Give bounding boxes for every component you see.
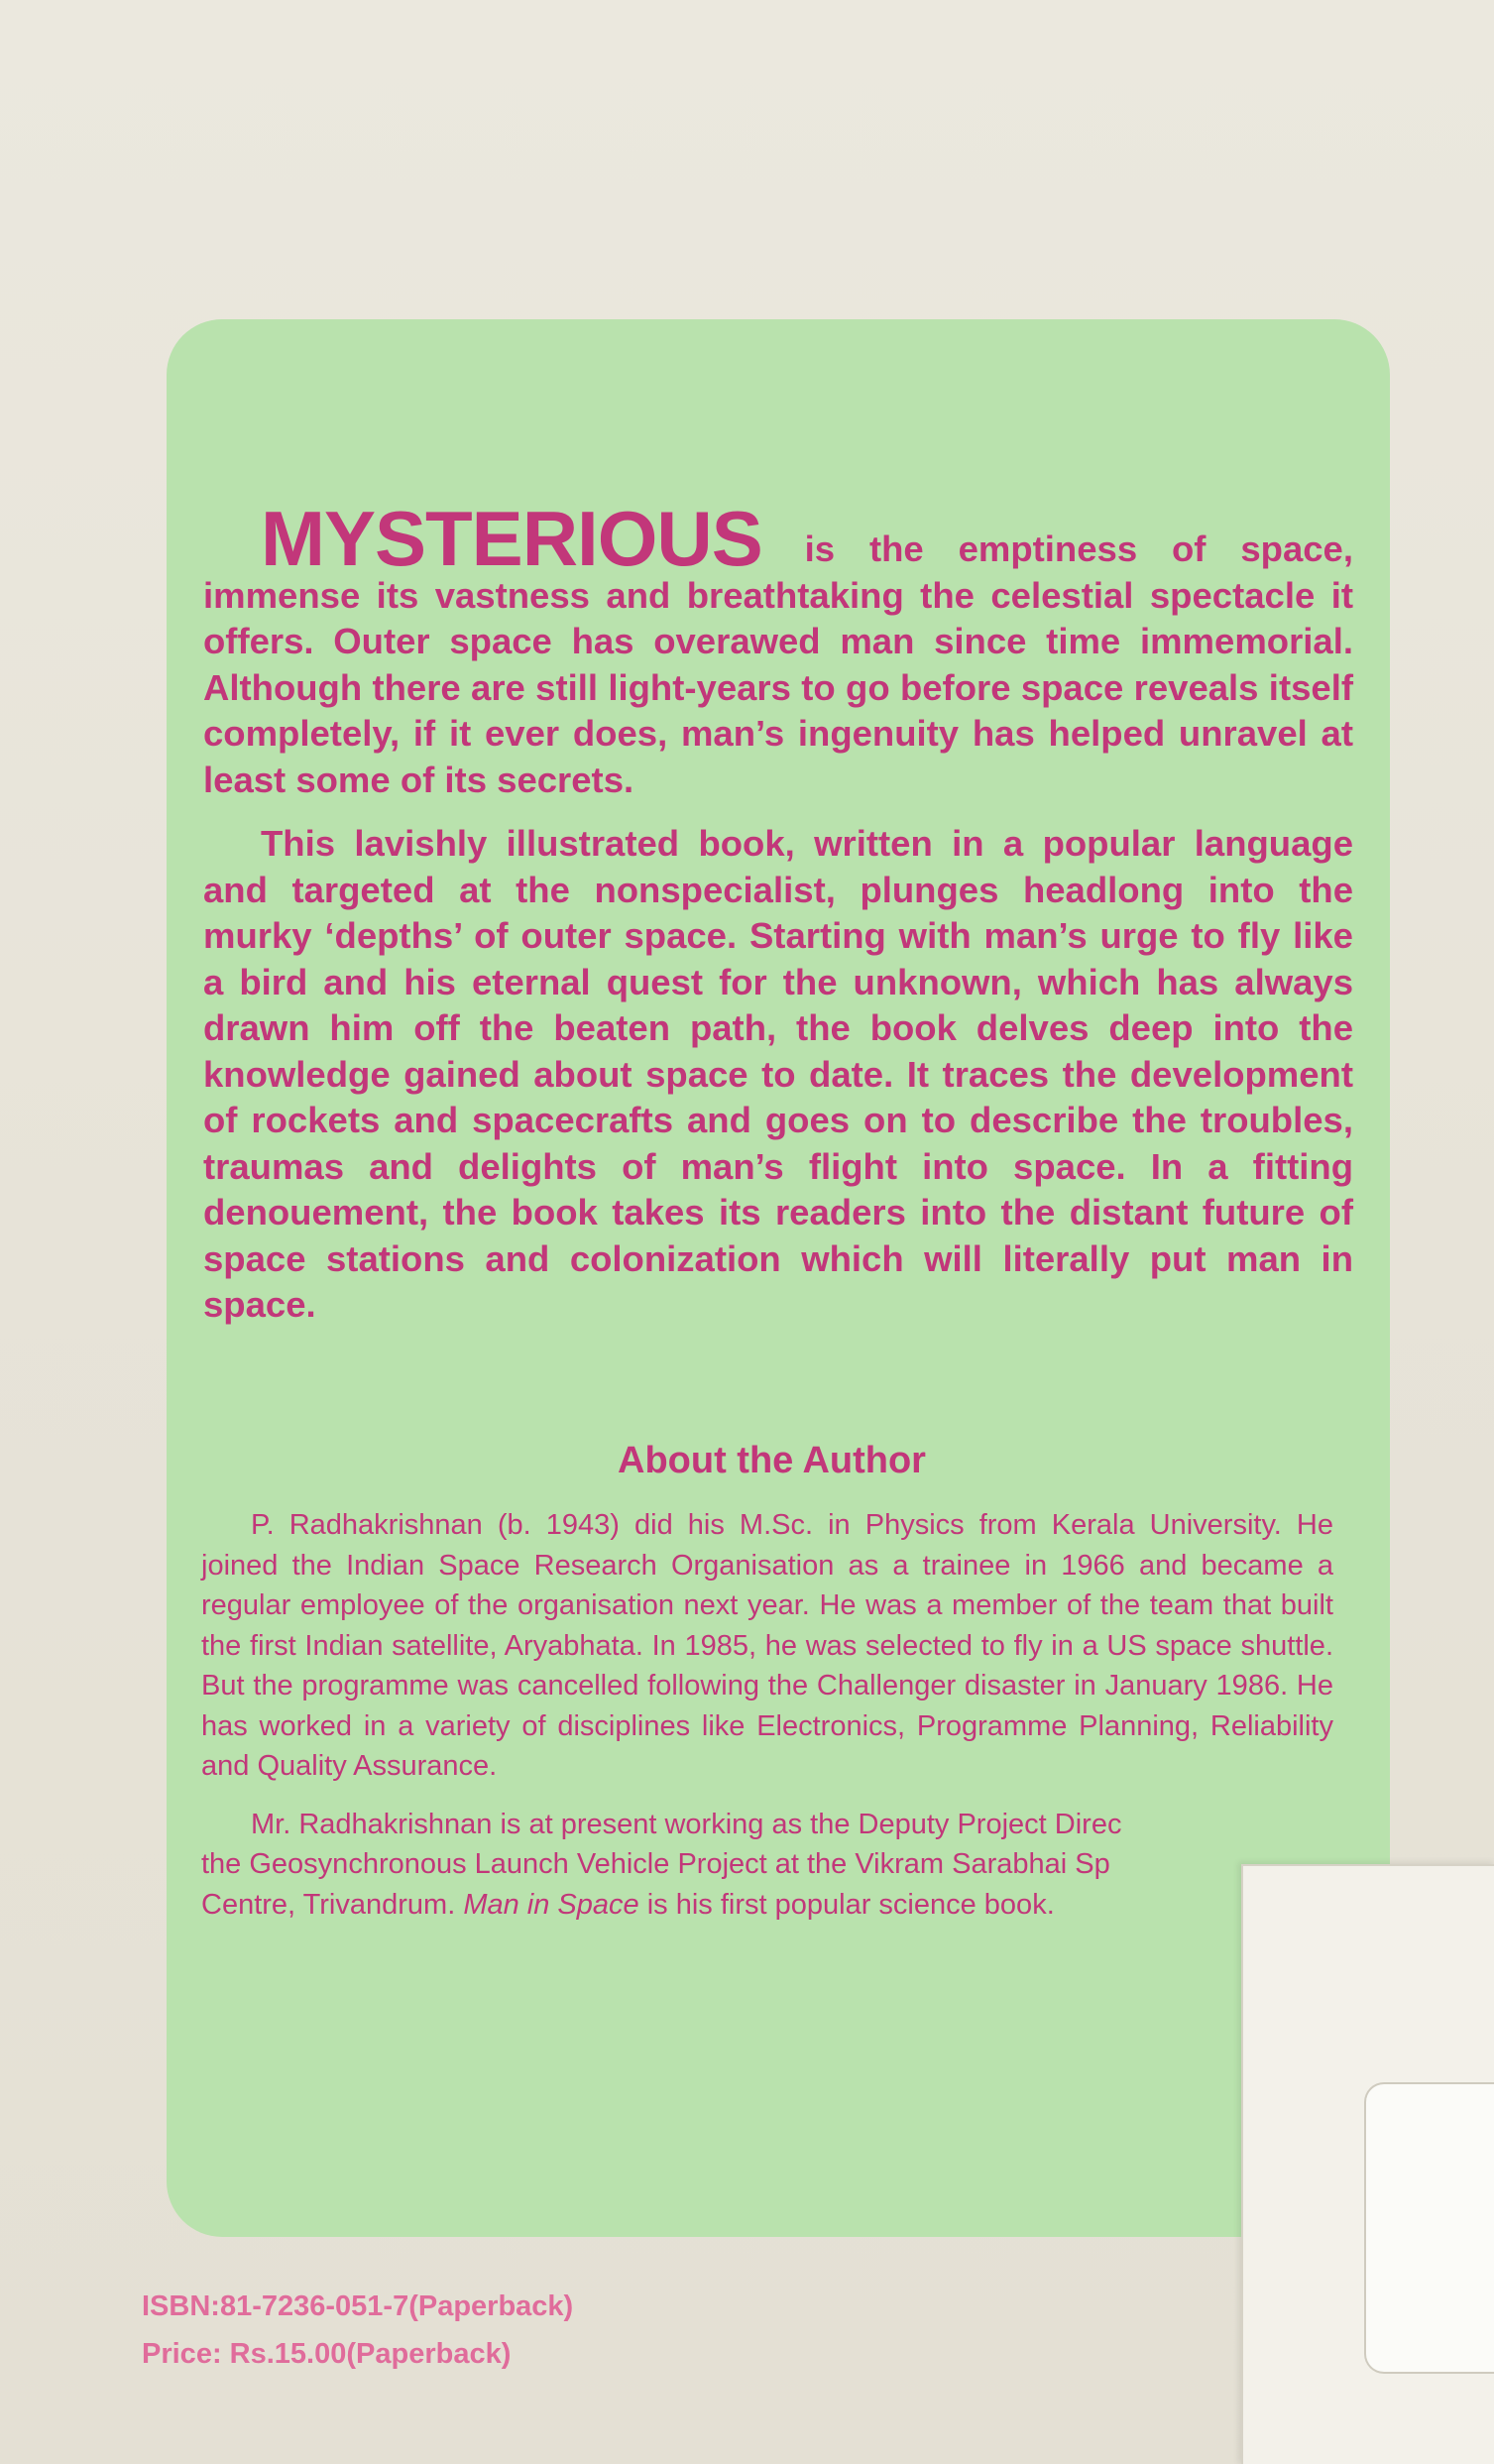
about-author-heading: About the Author: [618, 1440, 926, 1481]
blurb-paragraph-1: [203, 495, 1353, 803]
book-title: Man in Space: [463, 1888, 639, 1921]
about-paragraph-2-start: Mr. Radhakrishnan is at present working as the Deputy Project Direc: [251, 1808, 1122, 1840]
about-paragraph-2-end: is his first popular science book.: [646, 1888, 1055, 1921]
blurb-lead-text: is the emptiness of space, immense its vastness and breathtaking the celestial spectacle it offers. Outer space has overawed man since time immemorial. Although there are still light-years to go before space reveals itself completely, if it ever does, man’s ingenuity has helped unravel at least some of its secrets.: [203, 528, 1353, 800]
about-author-section: [201, 1505, 1333, 1925]
blurb-paragraph-2: This lavishly illustrated book, written in a popular language and targeted at the nonspecialist, plunges headlong into the murky ‘depths’ of outer space. Starting with man’s urge to fly like a bird and his eternal quest for the unknown, which has always drawn him off the beaten path, the book delves deep into the knowledge gained about space to date. It traces the development of rockets and spacecrafts and goes on to describe the troubles, traumas and delights of man’s flight into space. In a fitting denouement, the book takes its readers into the distant future of space stations and colonization which will literally put man in space.: [203, 823, 1353, 1325]
sticker-label-window: [1364, 2082, 1494, 2374]
about-paragraph-2: [201, 1805, 1333, 1926]
blurb-section: [203, 495, 1353, 1329]
about-paragraph-1: P. Radhakrishnan (b. 1943) did his M.Sc. in Physics from Kerala University. He joined the Indian Space Research Organisation as a trainee in 1966 and became a regular employee of the organisation next year. He was a member of the team that built the first Indian satellite, Aryabhata. In 1985, he was selected to fly in a US space shuttle. But the programme was cancelled following the Challenger disaster in January 1986. He has worked in a variety of disciplines like Electronics, Programme Planning, Reliability and Quality Assurance.: [201, 1509, 1333, 1782]
about-paragraph-2-mid: the Geosynchronous Launch Vehicle Project at the Vikram Sarabhai Sp: [201, 1848, 1110, 1880]
about-paragraph-2-centre: Centre, Trivandrum.: [201, 1888, 456, 1921]
lead-word: MYSTERIOUS: [261, 495, 762, 582]
price-line: Price: Rs.15.00(Paperback): [142, 2338, 512, 2370]
isbn-line: ISBN:81-7236-051-7(Paperback): [142, 2290, 574, 2322]
